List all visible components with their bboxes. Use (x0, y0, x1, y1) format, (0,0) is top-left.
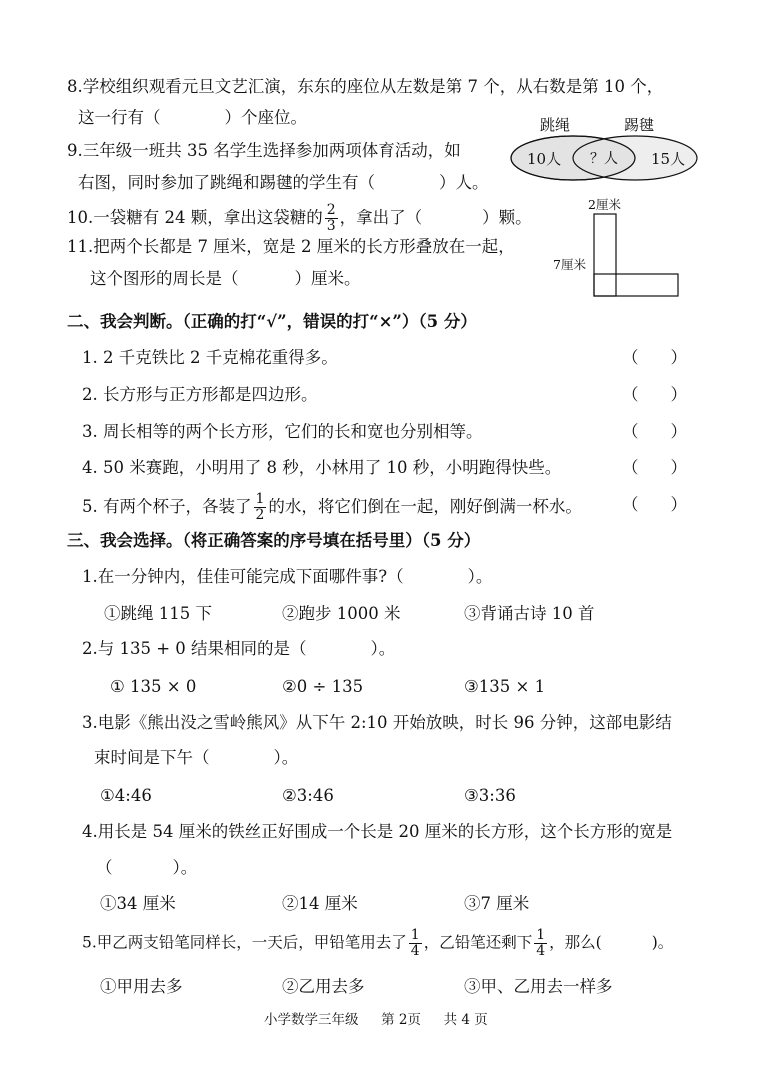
paren-open: （ (622, 385, 639, 404)
judge5-text-post: 的水，将它们倒在一起，刚好倒满一杯水。 (268, 497, 582, 516)
q11-text-a: 这个图形的周长是（ (90, 269, 239, 288)
choice-q4-text-a: （ (96, 858, 113, 877)
q10-text-post: ）颗。 (482, 208, 532, 227)
choice-q3-text-b: ）。 (273, 748, 299, 767)
judge5-fraction (254, 492, 267, 523)
choice-q5-text-pre: 5.甲乙两支铅笔同样长，一天后，甲铅笔用去了 (82, 933, 407, 952)
choice-q2-text-b: ）。 (370, 639, 396, 658)
paren-open: （ (622, 348, 639, 367)
choice-q5-opt-3[interactable]: ③甲、乙用去一样多 (464, 977, 613, 996)
choice-q4-line1: 4.用长是 54 厘米的铁丝正好围成一个长是 20 厘米的长方形，这个长方形的宽是 (82, 822, 673, 841)
judge-item-1: 1. 2 千克铁比 2 千克棉花重得多。 (82, 348, 338, 367)
choice-q2-opt-2[interactable]: ②0 ÷ 135 (282, 677, 364, 696)
judge5-frac-den: 2 (255, 507, 265, 523)
choice-q5-fraction-2 (534, 928, 547, 959)
choice-q1-opt-1[interactable]: ①跳绳 115 下 (104, 604, 212, 623)
choice-q5-opt-1[interactable]: ①甲用去多 (100, 977, 183, 996)
judge-paren-3[interactable] (622, 421, 687, 443)
choice-q2-text-a: 2.与 135 + 0 结果相同的是（ (82, 639, 307, 658)
q10-fraction (325, 203, 338, 234)
footer-subject: 小学数学三年级 (264, 1012, 359, 1028)
q10-frac-den: 3 (326, 218, 336, 234)
footer-page: 第 2页 (381, 1012, 421, 1028)
choice-q3-opt-1[interactable]: ①4:46 (100, 786, 152, 805)
choice-q3-text-a: 束时间是下午（ (94, 748, 210, 767)
choice-q3-line1: 3.电影《熊出没之雪岭熊风》从下午 2:10 开始放映，时长 96 分钟，这部电影结 (82, 713, 672, 732)
section2-title: 二、我会判断。（正确的打“√”，错误的打“×”）（5 分） (67, 312, 477, 331)
judge5-text-pre: 5. 有两个杯子，各装了 (82, 497, 252, 516)
q10-text-pre: 10.一袋糖有 24 颗，拿出这袋糖的 (67, 208, 323, 227)
q10-frac-num: 2 (326, 202, 336, 218)
paren-close: ） (670, 458, 687, 477)
horizontal-rect (594, 274, 678, 296)
choice-q1-text-a: 1.在一分钟内，佳佳可能完成下面哪件事?（ (82, 567, 404, 586)
choice-q1-text-b: ）。 (467, 567, 493, 586)
paren-close: ） (670, 348, 687, 367)
footer (264, 1011, 488, 1029)
q5-frac1-num: 1 (410, 927, 420, 943)
judge-paren-1[interactable] (622, 347, 687, 369)
choice-q5-text-post-b: )。 (651, 933, 674, 952)
paren-close: ） (670, 422, 687, 441)
choice-q2-opt-3[interactable]: ③135 × 1 (464, 677, 546, 696)
q5-frac2-num: 1 (536, 927, 546, 943)
venn-diagram (505, 110, 705, 200)
q11-line1: 11.把两个长都是 7 厘米，宽是 2 厘米的长方形叠放在一起， (67, 237, 515, 256)
choice-q5-text-post-a: ，那么( (549, 933, 602, 952)
choice-q4-opt-3[interactable]: ③7 厘米 (464, 894, 530, 913)
footer-total: 共 4 页 (443, 1012, 488, 1028)
judge-paren-5[interactable] (622, 494, 687, 516)
choice-q1-stem (82, 566, 492, 588)
q5-frac1-den: 4 (410, 943, 420, 959)
choice-q3-opt-2[interactable]: ②3:46 (282, 786, 334, 805)
choice-q4-line2 (96, 857, 197, 879)
venn-right-value: 15人 (651, 150, 686, 168)
choice-q1-opt-3[interactable]: ③背诵古诗 10 首 (464, 604, 595, 623)
judge-item-5 (82, 492, 582, 523)
q11-text-b: ）厘米。 (294, 269, 361, 288)
paren-open: （ (622, 458, 639, 477)
judge-item-3: 3. 周长相等的两个长方形，它们的长和宽也分别相等。 (82, 422, 483, 441)
choice-q5-text-mid: ，乙铅笔还剩下 (423, 933, 533, 952)
q10-line (67, 203, 532, 234)
choice-q3-line2 (94, 747, 298, 769)
choice-q2-stem (82, 638, 395, 660)
q9-line1: 9.三年级一班共 35 名学生选择参加两项体育活动，如 (67, 141, 461, 160)
judge-item-2: 2. 长方形与正方形都是四边形。 (82, 385, 318, 404)
choice-q5-fraction-1 (409, 928, 422, 959)
choice-q4-opt-1[interactable]: ①34 厘米 (100, 894, 176, 913)
venn-left-value: 10人 (527, 150, 562, 168)
q8-line2 (78, 107, 307, 129)
paren-close: ） (670, 495, 687, 514)
paren-open: （ (622, 422, 639, 441)
judge-paren-2[interactable] (622, 384, 687, 406)
judge-item-4: 4. 50 米赛跑，小明用了 8 秒，小林用了 10 秒，小明跑得快些。 (82, 458, 562, 477)
q8-text-b: ）个座位。 (224, 108, 307, 127)
judge-paren-4[interactable] (622, 457, 687, 479)
figure-side-label: 7厘米 (553, 257, 586, 272)
paren-open: （ (622, 495, 639, 514)
q10-text-mid: ，拿出了（ (339, 208, 423, 227)
choice-q2-opt-1[interactable]: ① 135 × 0 (110, 677, 197, 696)
section3-title: 三、我会选择。（将正确答案的序号填在括号里）（5 分） (67, 531, 481, 550)
choice-q1-opt-2[interactable]: ②跑步 1000 米 (282, 604, 401, 623)
choice-q5-opt-2[interactable]: ②乙用去多 (282, 977, 365, 996)
venn-center-value: ？人 (590, 151, 618, 167)
choice-q4-text-b: ）。 (172, 858, 198, 877)
q9-text-a: 右图，同时参加了跳绳和踢毽的学生有（ (78, 173, 375, 192)
choice-q5-stem (82, 928, 673, 959)
q9-line2 (78, 172, 489, 194)
q11-line2 (90, 268, 361, 290)
q9-text-b: ）人。 (439, 173, 489, 192)
overlap-rect-figure (550, 196, 690, 302)
judge5-frac-num: 1 (255, 491, 265, 507)
figure-top-label: 2厘米 (588, 197, 621, 212)
venn-right-label: 踢毽 (624, 116, 655, 134)
choice-q3-opt-3[interactable]: ③3:36 (464, 786, 516, 805)
q8-text-a: 这一行有（ (78, 108, 161, 127)
q8-line1: 8.学校组织观看元旦文艺汇演，东东的座位从左数是第 7 个，从右数是第 10 个， (67, 77, 664, 96)
venn-left-label: 跳绳 (540, 116, 571, 134)
q5-frac2-den: 4 (536, 943, 546, 959)
paren-close: ） (670, 385, 687, 404)
choice-q4-opt-2[interactable]: ②14 厘米 (282, 894, 358, 913)
vertical-rect (594, 214, 616, 296)
